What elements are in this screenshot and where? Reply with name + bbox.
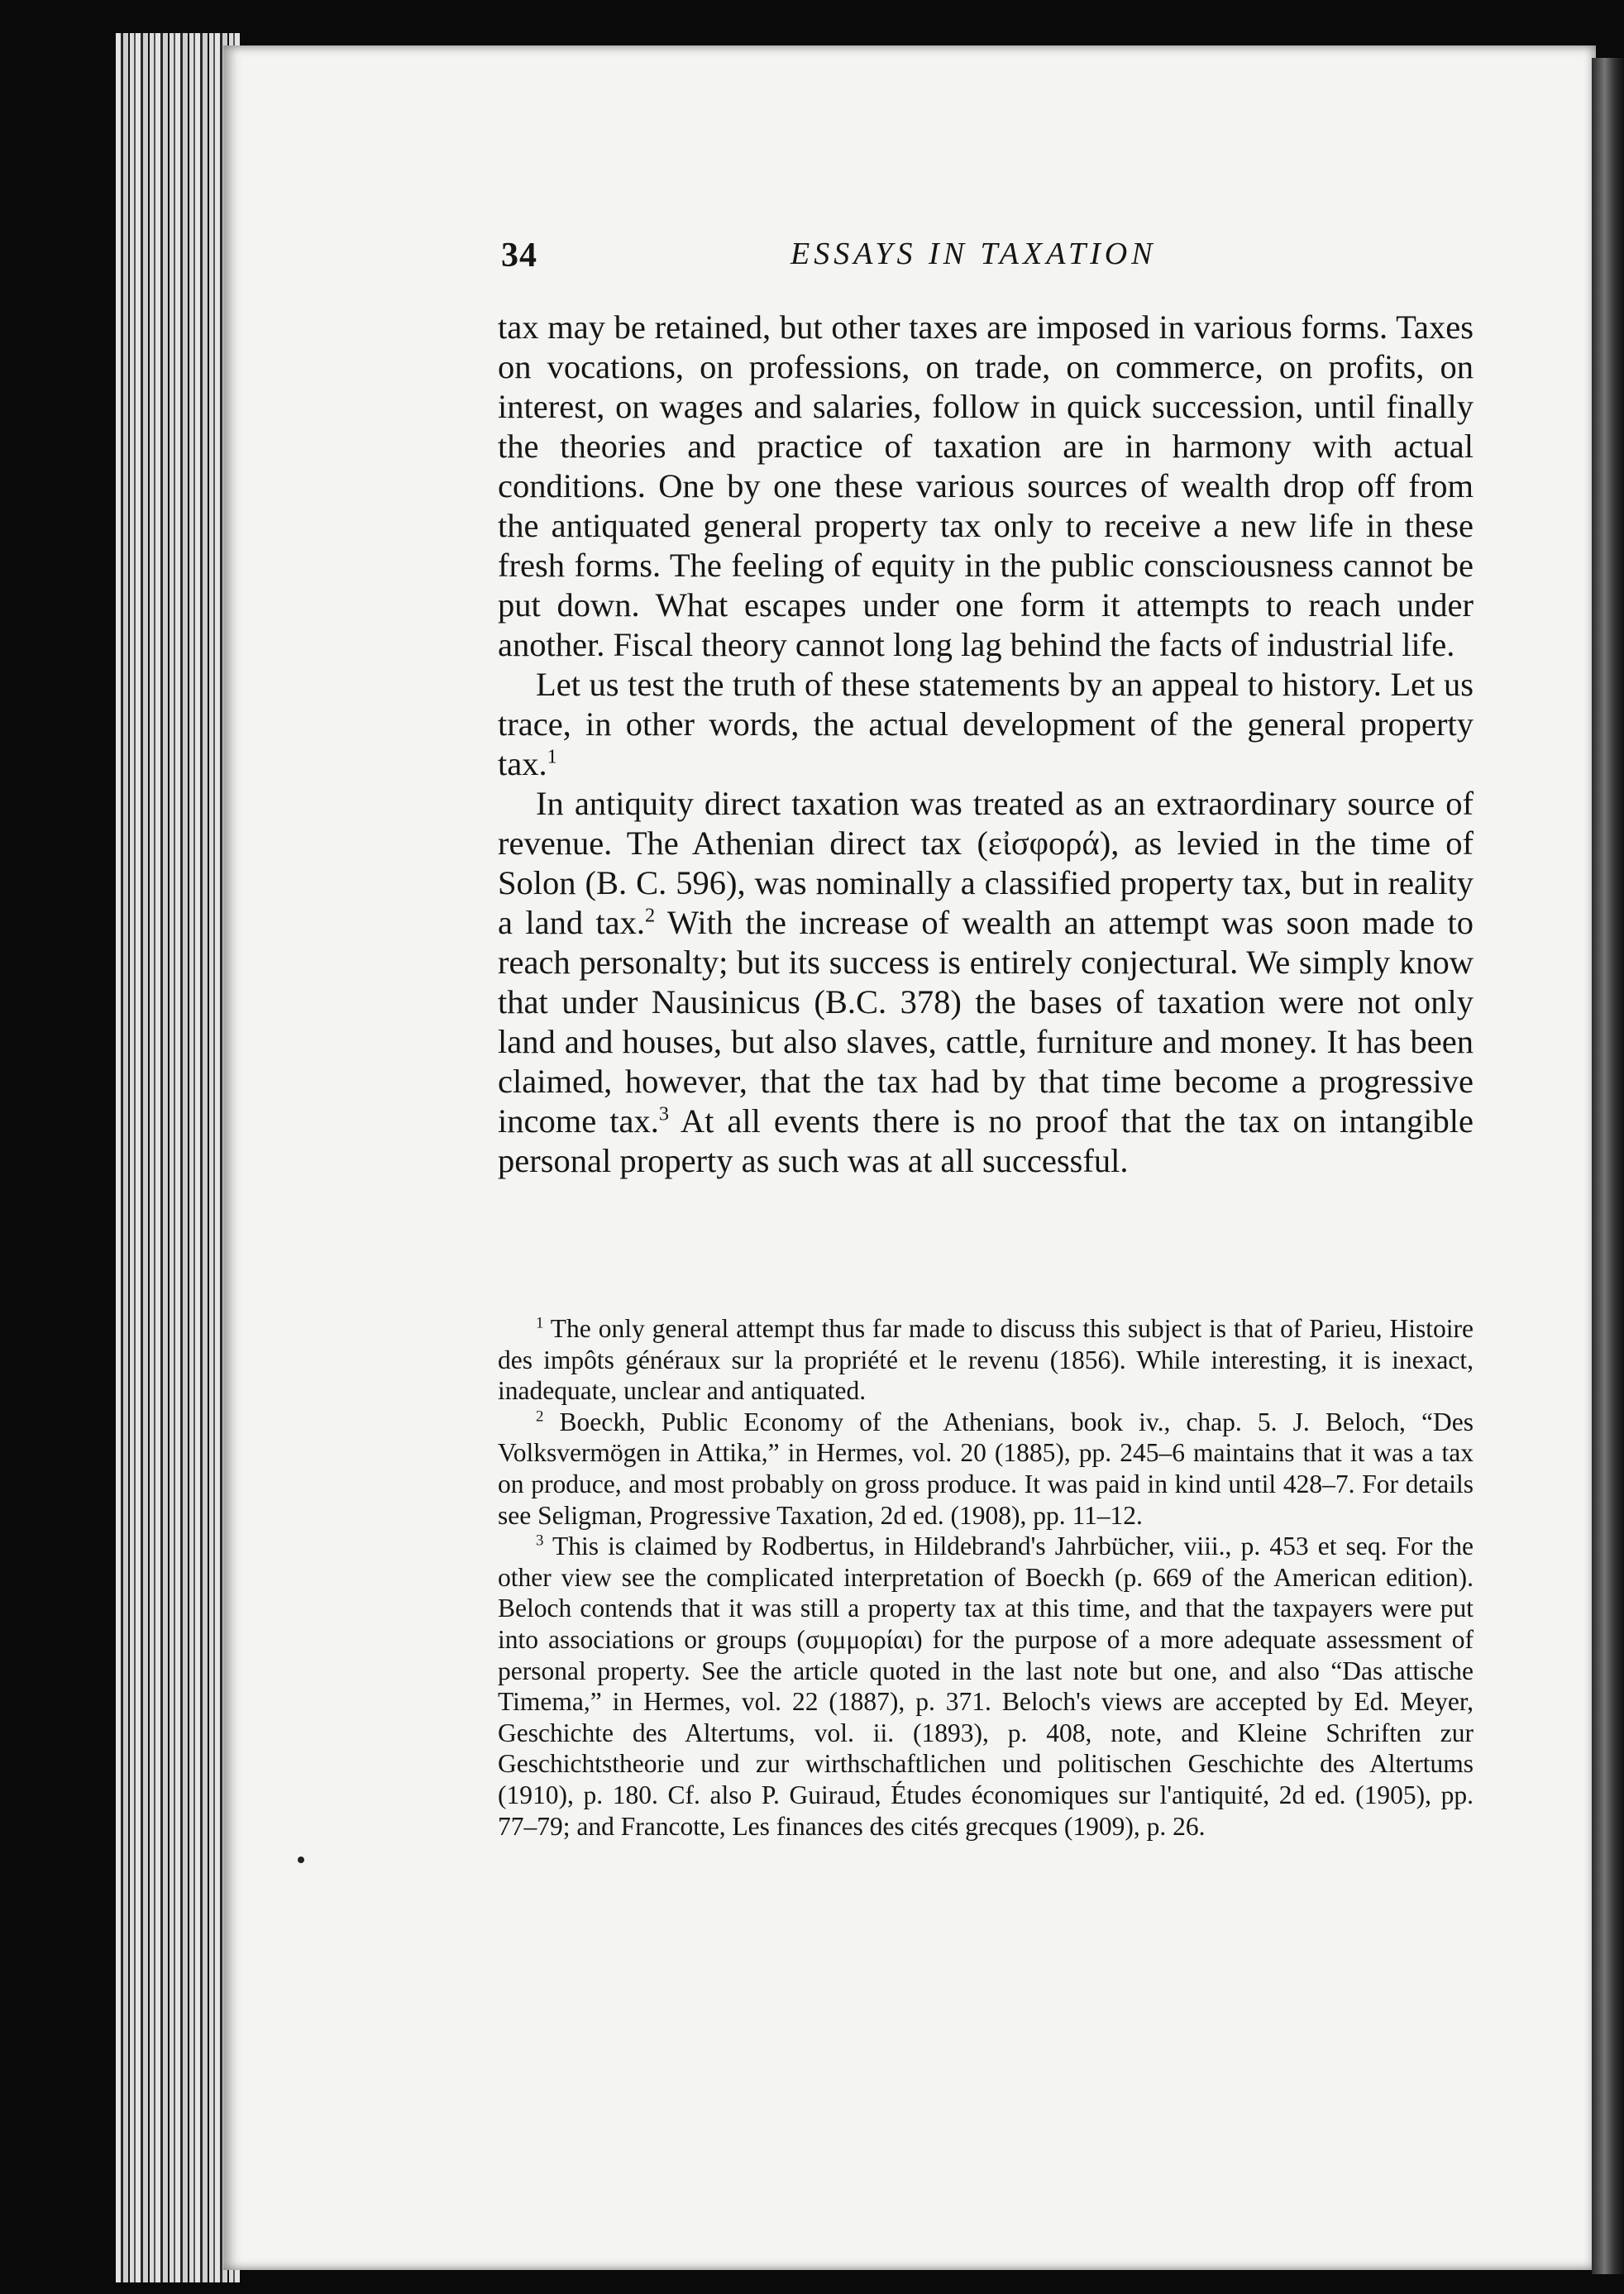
paragraph-3 — [498, 784, 1474, 1181]
page-header-title: ESSAYS IN TAXATION — [791, 237, 1157, 271]
footnote-1-text: The only general attempt thus far made to discuss this subject is that of Parieu, Histoire des impôts généraux sur la propriété et le revenu (1856). While interesting, it is inexact, inadequate, unclear and antiquated. — [498, 1314, 1474, 1406]
footnote-2 — [498, 1407, 1474, 1531]
footnote-2-text: Boeckh, Public Economy of the Athenians, book iv., chap. 5. J. Beloch, “Des Volksvermögen in Attika,” in Hermes, vol. 20 (1885), pp. 245–6 maintains that it was a tax on produce, and most probably on gross produce. It was paid in kind until 428–7. For details see Seligman, Progressive Taxation, 2d ed. (1908), pp. 11–12. — [498, 1407, 1474, 1530]
scan-speck — [298, 1857, 304, 1863]
body-text — [498, 308, 1474, 1181]
footnote-ref-3[interactable]: 3 — [658, 1102, 670, 1125]
paragraph-3-text-c: At all events there is no proof that the tax on intangible personal property as such was at all successful. — [498, 1102, 1474, 1179]
page-number: 34 — [501, 237, 537, 275]
paragraph-1: tax may be retained, but other taxes are imposed in various forms. Taxes on vocations, on professions, on trade, on commerce, on profits, on interest, on wages and salaries, follow in quick succession, until finally the theories and practice of taxation are in harmony with actual conditions. One by one these various sources of wealth drop off from the antiquated general property tax only to receive a new life in these fresh forms. The feeling of equity in the public consciousness cannot be put down. What escapes under one form it attempts to reach under another. Fiscal theory cannot long lag behind the facts of industrial life. — [498, 308, 1474, 663]
running-head — [501, 236, 1475, 285]
footnotes — [498, 1313, 1474, 1842]
footnote-1-mark: 1 — [536, 1314, 544, 1332]
paragraph-3-text-b: With the increase of wealth an attempt was soon made to reach personalty; but its success is entirely conjectural. We simply know that under Nausinicus (B.C. 378) the bases of taxation were not only land and houses, but also slaves, cattle, furniture and money. It has been claimed, however, that the tax had by that time become a progressive income tax. — [498, 904, 1474, 1140]
paragraph-2-text: Let us test the truth of these statements by an appeal to history. Let us trace, in other words, the actual development of the general property tax. — [498, 666, 1474, 782]
footnote-3 — [498, 1531, 1474, 1842]
footnote-ref-1[interactable]: 1 — [547, 745, 557, 768]
footnote-3-mark: 3 — [536, 1532, 544, 1550]
book-binding-edge — [116, 33, 240, 2282]
footnote-3-text: This is claimed by Rodbertus, in Hildebrand's Jahrbücher, viii., p. 453 et seq. For the other view see the complicated interpretation of Boeckh (p. 669 of the American edition). Beloch contends that it was still a property tax at this time, and that the taxpayers were put into associations or groups (συμμορίαι) for the purpose of a more adequate assessment of personal property. See the article quoted in the last note but one, and also “Das attische Timema,” in Hermes, vol. 22 (1887), p. 371. Beloch's views are accepted by Ed. Meyer, Geschichte des Altertums, vol. ii. (1893), p. 408, note, and Kleine Schriften zur Geschichtstheorie und zur wirthschaftlichen und politischen Geschichte des Altertums (1910), p. 180. Cf. also P. Guiraud, Études économiques sur l'antiquité, 2d ed. (1905), pp. 77–79; and Francotte, Les finances des cités grecques (1909), p. 26. — [498, 1532, 1474, 1841]
footnote-ref-2[interactable]: 2 — [645, 904, 656, 927]
paragraph-3-text-a: In antiquity direct taxation was treated as an extraordinary source of revenue. The Athenian direct tax (εἰσφορά), as levied in the time of Solon (B. C. 596), was nominally a classified property tax, but in reality a land tax. — [498, 785, 1474, 941]
scan-right-edge — [1592, 58, 1624, 2274]
footnote-2-mark: 2 — [536, 1407, 544, 1426]
paragraph-2 — [498, 665, 1474, 784]
footnote-1 — [498, 1313, 1474, 1407]
